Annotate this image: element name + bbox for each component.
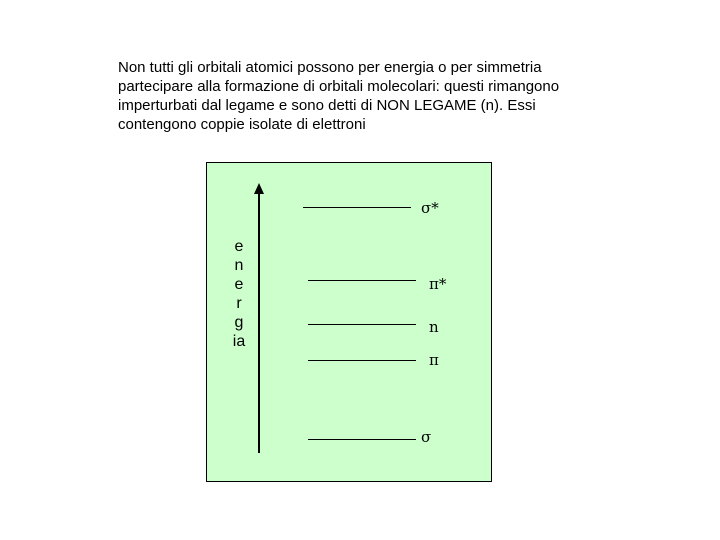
axis-label-letter: g — [234, 314, 244, 331]
axis-label-letter: n — [234, 257, 244, 274]
intro-line: contengono coppie isolate di elettroni — [118, 116, 366, 133]
pi-star-level-label: π* — [429, 275, 447, 293]
sigma-star-level-label: σ* — [421, 199, 439, 217]
pi-level-line — [308, 360, 416, 361]
pi-star-level-line — [308, 280, 416, 281]
axis-label-letter: r — [236, 295, 242, 312]
energy-axis-label — [229, 237, 249, 351]
intro-paragraph — [118, 58, 598, 134]
energy-level-diagram — [206, 162, 492, 482]
sigma-star-level-line — [303, 207, 411, 208]
sigma-level-line — [308, 439, 416, 440]
sigma-level-label: σ — [421, 428, 432, 446]
axis-label-letter: ia — [232, 333, 246, 350]
intro-line: partecipare alla formazione di orbitali molecolari: questi rimangono — [118, 78, 560, 95]
n-level-label: n — [429, 318, 439, 336]
energy-axis-arrow — [207, 163, 491, 481]
intro-line: Non tutti gli orbitali atomici possono per energia o per simmetria — [118, 59, 542, 76]
pi-level-label: π — [429, 351, 439, 369]
axis-label-letter: e — [234, 238, 244, 255]
axis-label-letter: e — [234, 276, 244, 293]
intro-line: imperturbati dal legame e sono detti di NON LEGAME (n). Essi — [118, 97, 536, 114]
n-level-line — [308, 324, 416, 325]
